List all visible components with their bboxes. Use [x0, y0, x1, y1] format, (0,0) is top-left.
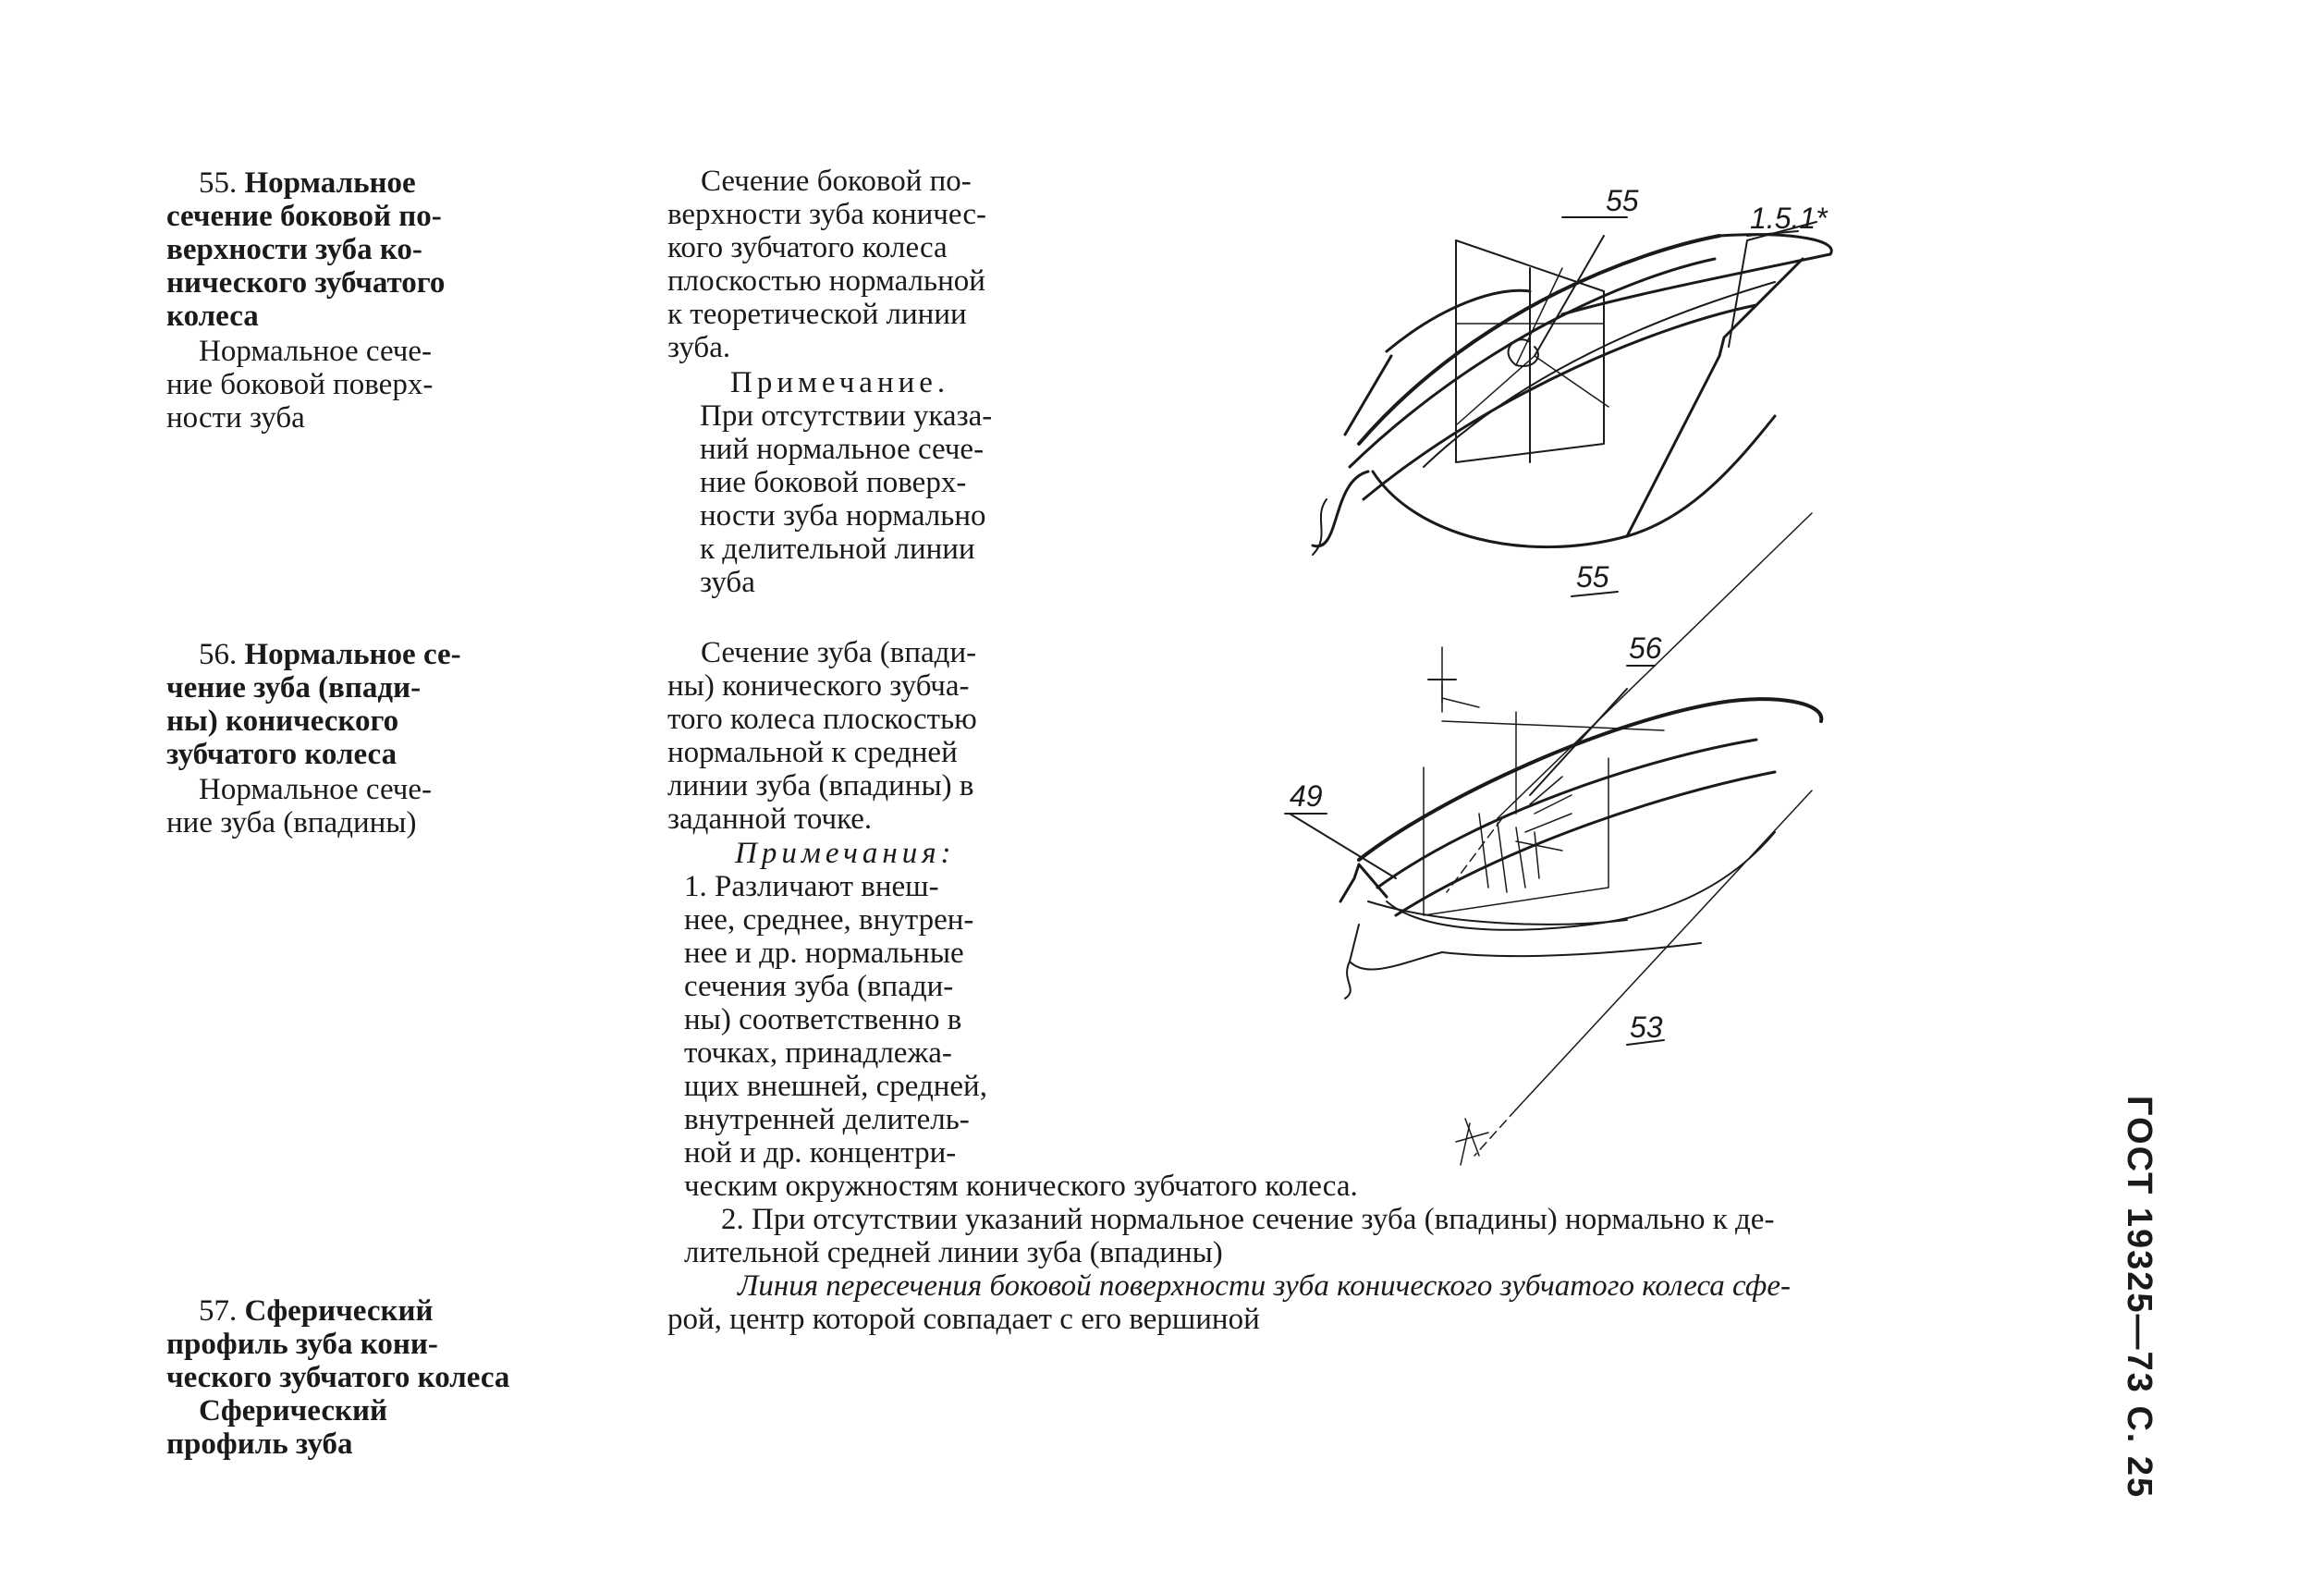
definition-line: Сечение зуба (впади- [701, 636, 977, 669]
note-line: точках, принадлежа- [684, 1036, 952, 1070]
note-line: ной и др. концентри- [684, 1136, 957, 1170]
figure-56-tooth [1285, 647, 1821, 1165]
definition-line: линии зуба (впадины) в [667, 769, 974, 803]
note-heading: Примечание. [730, 366, 950, 399]
definition-line: кого зубчатого колеса [667, 231, 948, 264]
synonym-line: Нормальное сече- [199, 335, 433, 368]
note-heading: Примечания: [735, 837, 956, 870]
synonym-line: ние зуба (впадины) [166, 806, 417, 839]
note-line: к делительной линии [700, 533, 975, 566]
note-line: нее и др. нормальные [684, 937, 964, 970]
definition-line: к теоретической линии [667, 298, 967, 331]
note-line: ческим окружностям конического зубчатого колеса. [684, 1170, 1358, 1203]
note-line: лительной средней линии зуба (впадины) [684, 1236, 1223, 1269]
synonym-line: ние боковой поверх- [166, 368, 434, 401]
entry-number: 57. [199, 1294, 238, 1328]
synonym-line: профиль зуба [166, 1428, 353, 1461]
definition-line: верхности зуба коничес- [667, 198, 986, 231]
term-line: Сферический [244, 1294, 434, 1328]
definition-line: нормальной к средней [667, 736, 958, 769]
term-line: Нормальное се- [244, 638, 461, 671]
note-line: 1. Различают внеш- [684, 870, 939, 903]
figure-56-ref-label: 56 [1629, 631, 1662, 665]
definition-line: того колеса плоскостью [667, 703, 977, 736]
note-line: зуба [700, 566, 755, 599]
definition-line: зуба. [667, 331, 731, 364]
note-line: ности зуба нормально [700, 499, 986, 533]
synonym-line: Сферический [199, 1394, 388, 1428]
figure-55-mark-label: 1.5.1* [1750, 202, 1828, 235]
term-line: ческого зубчатого колеса [166, 1361, 510, 1394]
term-line: чение зуба (впади- [166, 671, 422, 705]
term-line: зубчатого колеса [166, 738, 398, 771]
term-line: сечение боковой по- [166, 200, 442, 233]
page-header: ГОСТ 19325—73 С. 25 [2120, 1096, 2159, 1500]
definition-line: рой, центр которой совпадает с его вершиной [667, 1303, 1260, 1336]
definition-line: Линия пересечения боковой поверхности зуба конического зубчатого колеса сфе- [738, 1269, 1791, 1303]
figure-56-axis-label: 53 [1630, 1011, 1663, 1044]
definition-line: Сечение боковой по- [701, 165, 972, 198]
term-line: нического зубчатого [166, 266, 446, 300]
definition-line: заданной точке. [667, 803, 873, 836]
figure-56-mark-label: 49 [1290, 779, 1323, 813]
note-line: ний нормальное сече- [700, 433, 985, 466]
term-line: верхности зуба ко- [166, 233, 422, 266]
note-line: нее, среднее, внутрен- [684, 903, 974, 937]
entry-number: 56. [199, 638, 238, 671]
term-line: колеса [166, 300, 259, 333]
note-line: щих внешней, средней, [684, 1070, 987, 1103]
term-line: ны) конического [166, 705, 399, 738]
note-line: сечения зуба (впади- [684, 970, 954, 1003]
figure-55-axis-label: 55 [1576, 560, 1609, 594]
synonym-line: ности зуба [166, 401, 305, 435]
note-line: внутренней делитель- [684, 1103, 970, 1136]
definition-line: ны) конического зубча- [667, 669, 970, 703]
note-line: При отсутствии указа- [700, 399, 993, 433]
term-line: Нормальное [244, 166, 416, 200]
note-line: ны) соответственно в [684, 1003, 962, 1036]
note-line: ние боковой поверх- [700, 466, 967, 499]
figure-55-ref-label: 55 [1606, 184, 1639, 217]
note-line: 2. При отсутствии указаний нормальное сечение зуба (впадины) нормально к де- [721, 1203, 1775, 1236]
definition-line: плоскостью нормальной [667, 264, 985, 298]
synonym-line: Нормальное сече- [199, 773, 433, 806]
entry-number: 55. [199, 166, 238, 200]
term-line: профиль зуба кони- [166, 1328, 438, 1361]
